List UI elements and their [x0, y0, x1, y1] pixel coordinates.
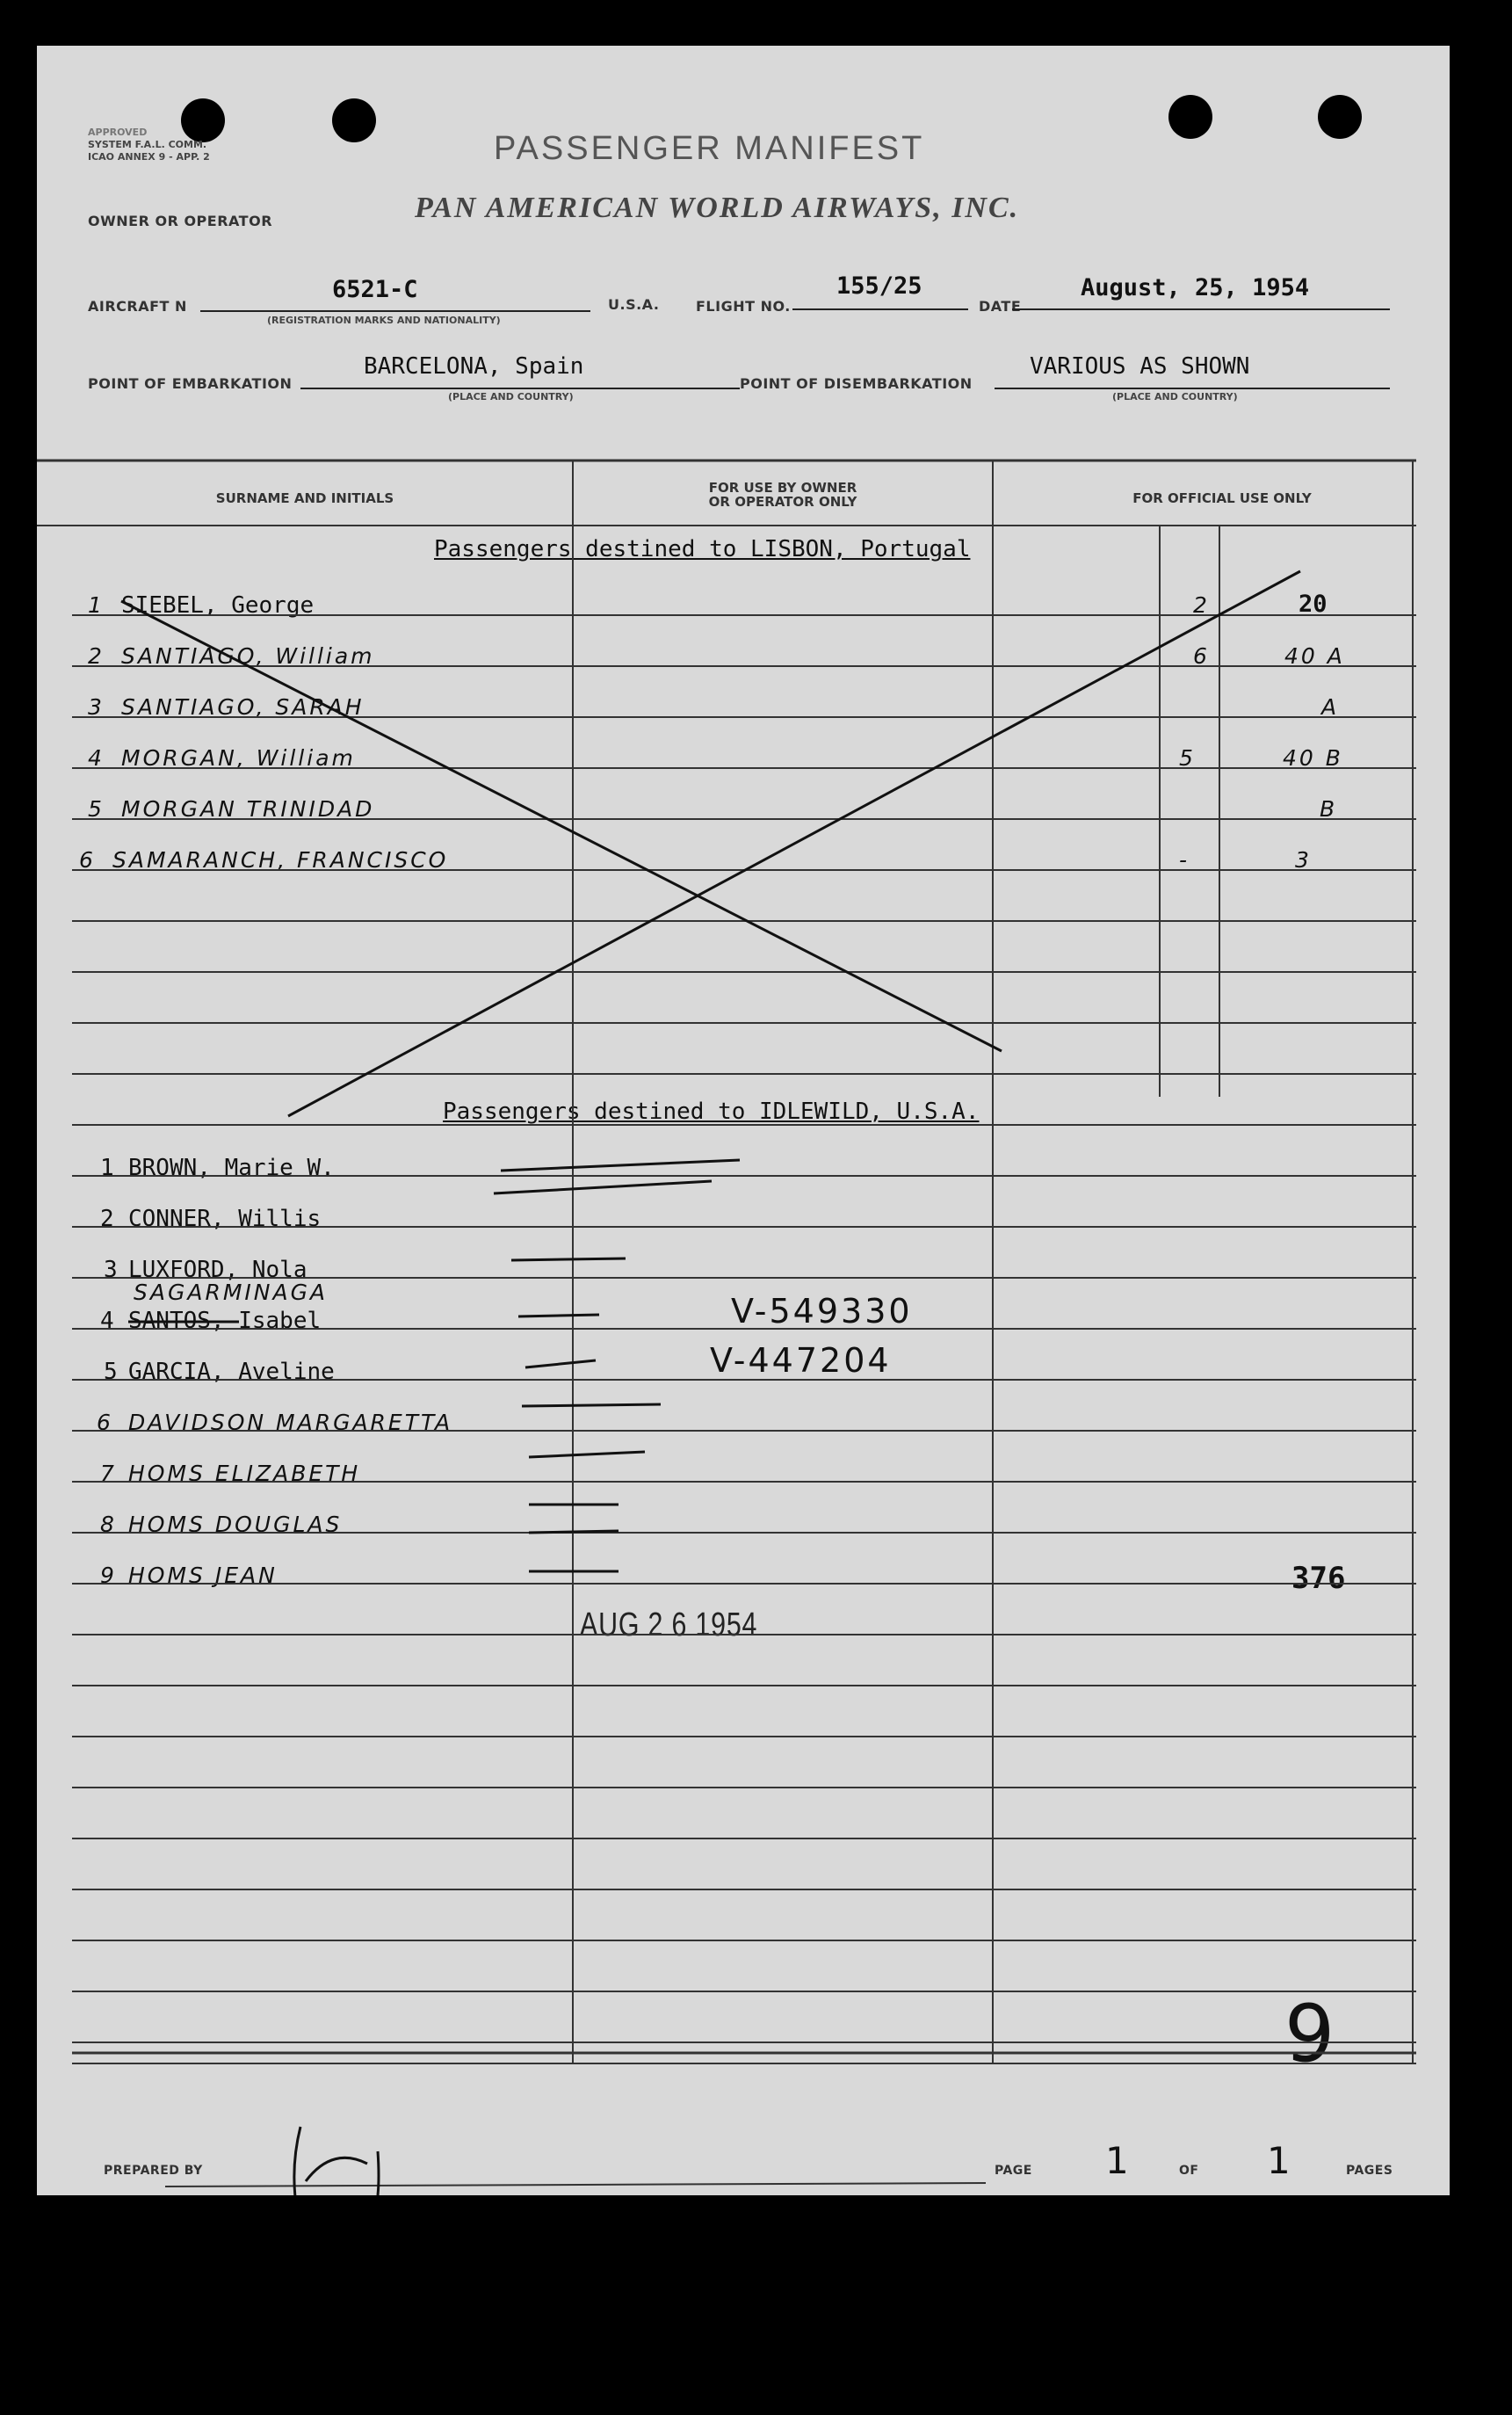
list-item-number: 9 — [100, 1563, 117, 1588]
approval-line-3: ICAO ANNEX 9 - APP. 2 — [88, 151, 210, 163]
passenger-name: SANTIAGO, William — [121, 643, 375, 669]
official-value: 40 A — [1284, 643, 1345, 669]
official-count: 5 — [1179, 745, 1196, 771]
passenger-name: HOMS ELIZABETH — [128, 1461, 361, 1486]
list-item-number: 6 — [79, 847, 96, 873]
owner-column-header-line-1: FOR USE BY OWNER — [708, 480, 857, 496]
usa-label: U.S.A. — [608, 296, 660, 313]
of-label: OF — [1179, 2164, 1199, 2178]
section-heading-lisbon: Passengers destined to LISBON, Portugal — [434, 536, 971, 562]
form-title: PASSENGER MANIFEST — [494, 130, 925, 167]
list-item-number: 3 — [104, 1257, 118, 1283]
official-count: 2 — [1193, 592, 1210, 618]
passenger-total: 376 — [1291, 1561, 1346, 1596]
official-value: 20 — [1299, 591, 1328, 618]
page-number: 1 — [1105, 2139, 1132, 2182]
official-count: 6 — [1193, 643, 1210, 669]
page-count: 1 — [1267, 2139, 1293, 2182]
date-received-stamp: AUG 2 6 1954 — [580, 1606, 758, 1643]
passenger-name: SANTIAGO, SARAH — [121, 694, 365, 720]
flight-value: 155/25 — [836, 272, 922, 300]
date-value: August, 25, 1954 — [1081, 274, 1310, 301]
list-item-number: 5 — [88, 796, 105, 822]
passenger-name: HOMS JEAN — [128, 1563, 278, 1588]
owner-column-header-line-2: OR OPERATOR ONLY — [708, 494, 857, 510]
handwritten-count-mark: 9 — [1284, 1988, 1338, 2080]
page-label: PAGE — [995, 2164, 1032, 2178]
date-label: DATE — [979, 298, 1022, 315]
manifest-sheet — [37, 46, 1450, 2195]
disembarkation-label: POINT OF DISEMBARKATION — [740, 375, 973, 392]
official-value: A — [1321, 694, 1340, 720]
passenger-name: LUXFORD, Nola — [128, 1257, 307, 1283]
handwritten-visa-number: V-447204 — [710, 1341, 892, 1380]
embarkation-value: BARCELONA, Spain — [364, 353, 584, 380]
disembarkation-value: VARIOUS AS SHOWN — [1030, 353, 1250, 380]
list-item-number: 4 — [100, 1308, 114, 1334]
list-item-number: 2 — [100, 1206, 114, 1232]
passenger-name: SAMARANCH, FRANCISCO — [112, 847, 449, 873]
handwritten-surname-correction: SAGARMINAGA — [134, 1280, 329, 1305]
official-value: 40 B — [1283, 745, 1343, 771]
handwritten-visa-number: V-549330 — [731, 1292, 913, 1331]
official-column-header: FOR OFFICIAL USE ONLY — [1132, 490, 1312, 506]
approval-line-1: APPROVED — [88, 127, 148, 138]
list-item-number: 5 — [104, 1359, 118, 1385]
airline-name: PAN AMERICAN WORLD AIRWAYS, INC. — [415, 192, 1020, 224]
pages-label: PAGES — [1346, 2164, 1393, 2178]
surname-column-header: SURNAME AND INITIALS — [215, 490, 394, 506]
list-item-number: 6 — [97, 1410, 113, 1435]
passenger-name: DAVIDSON MARGARETTA — [128, 1410, 453, 1435]
passenger-name: SIEBEL, George — [121, 592, 315, 619]
embarkation-label: POINT OF EMBARKATION — [88, 375, 293, 392]
embarkation-note: (PLACE AND COUNTRY) — [448, 391, 574, 402]
passenger-name: BROWN, Marie W. — [128, 1155, 335, 1181]
list-item-number: 8 — [100, 1512, 117, 1537]
section-heading-idlewild: Passengers destined to IDLEWILD, U.S.A. — [443, 1099, 980, 1125]
aircraft-label: AIRCRAFT N — [88, 298, 187, 315]
passenger-name: MORGAN, William — [121, 745, 356, 771]
flight-label: FLIGHT NO. — [696, 298, 791, 315]
list-item-number: 1 — [100, 1155, 114, 1181]
official-value: 3 — [1295, 847, 1312, 873]
list-item-number: 1 — [88, 592, 105, 618]
owner-label: OWNER OR OPERATOR — [88, 213, 273, 229]
list-item-number: 2 — [88, 643, 105, 669]
official-count: - — [1179, 847, 1190, 873]
list-item-number: 4 — [88, 745, 105, 771]
list-item-number: 3 — [88, 694, 105, 720]
official-value: B — [1320, 796, 1338, 822]
passenger-name: GARCIA, Aveline — [128, 1359, 335, 1385]
passenger-name: CONNER, Willis — [128, 1206, 322, 1232]
passenger-name: MORGAN TRINIDAD — [121, 796, 375, 822]
registration-note: (REGISTRATION MARKS AND NATIONALITY) — [267, 315, 501, 326]
approval-line-2: SYSTEM F.A.L. COMM. — [88, 139, 207, 150]
form-lines — [37, 46, 1450, 2195]
disembarkation-note: (PLACE AND COUNTRY) — [1112, 391, 1238, 402]
passenger-name: HOMS DOUGLAS — [128, 1512, 343, 1537]
prepared-by-label: PREPARED BY — [104, 2164, 203, 2178]
passenger-name: SANTOS, Isabel — [128, 1308, 322, 1334]
aircraft-value: 6521-C — [332, 276, 418, 303]
list-item-number: 7 — [100, 1461, 117, 1486]
